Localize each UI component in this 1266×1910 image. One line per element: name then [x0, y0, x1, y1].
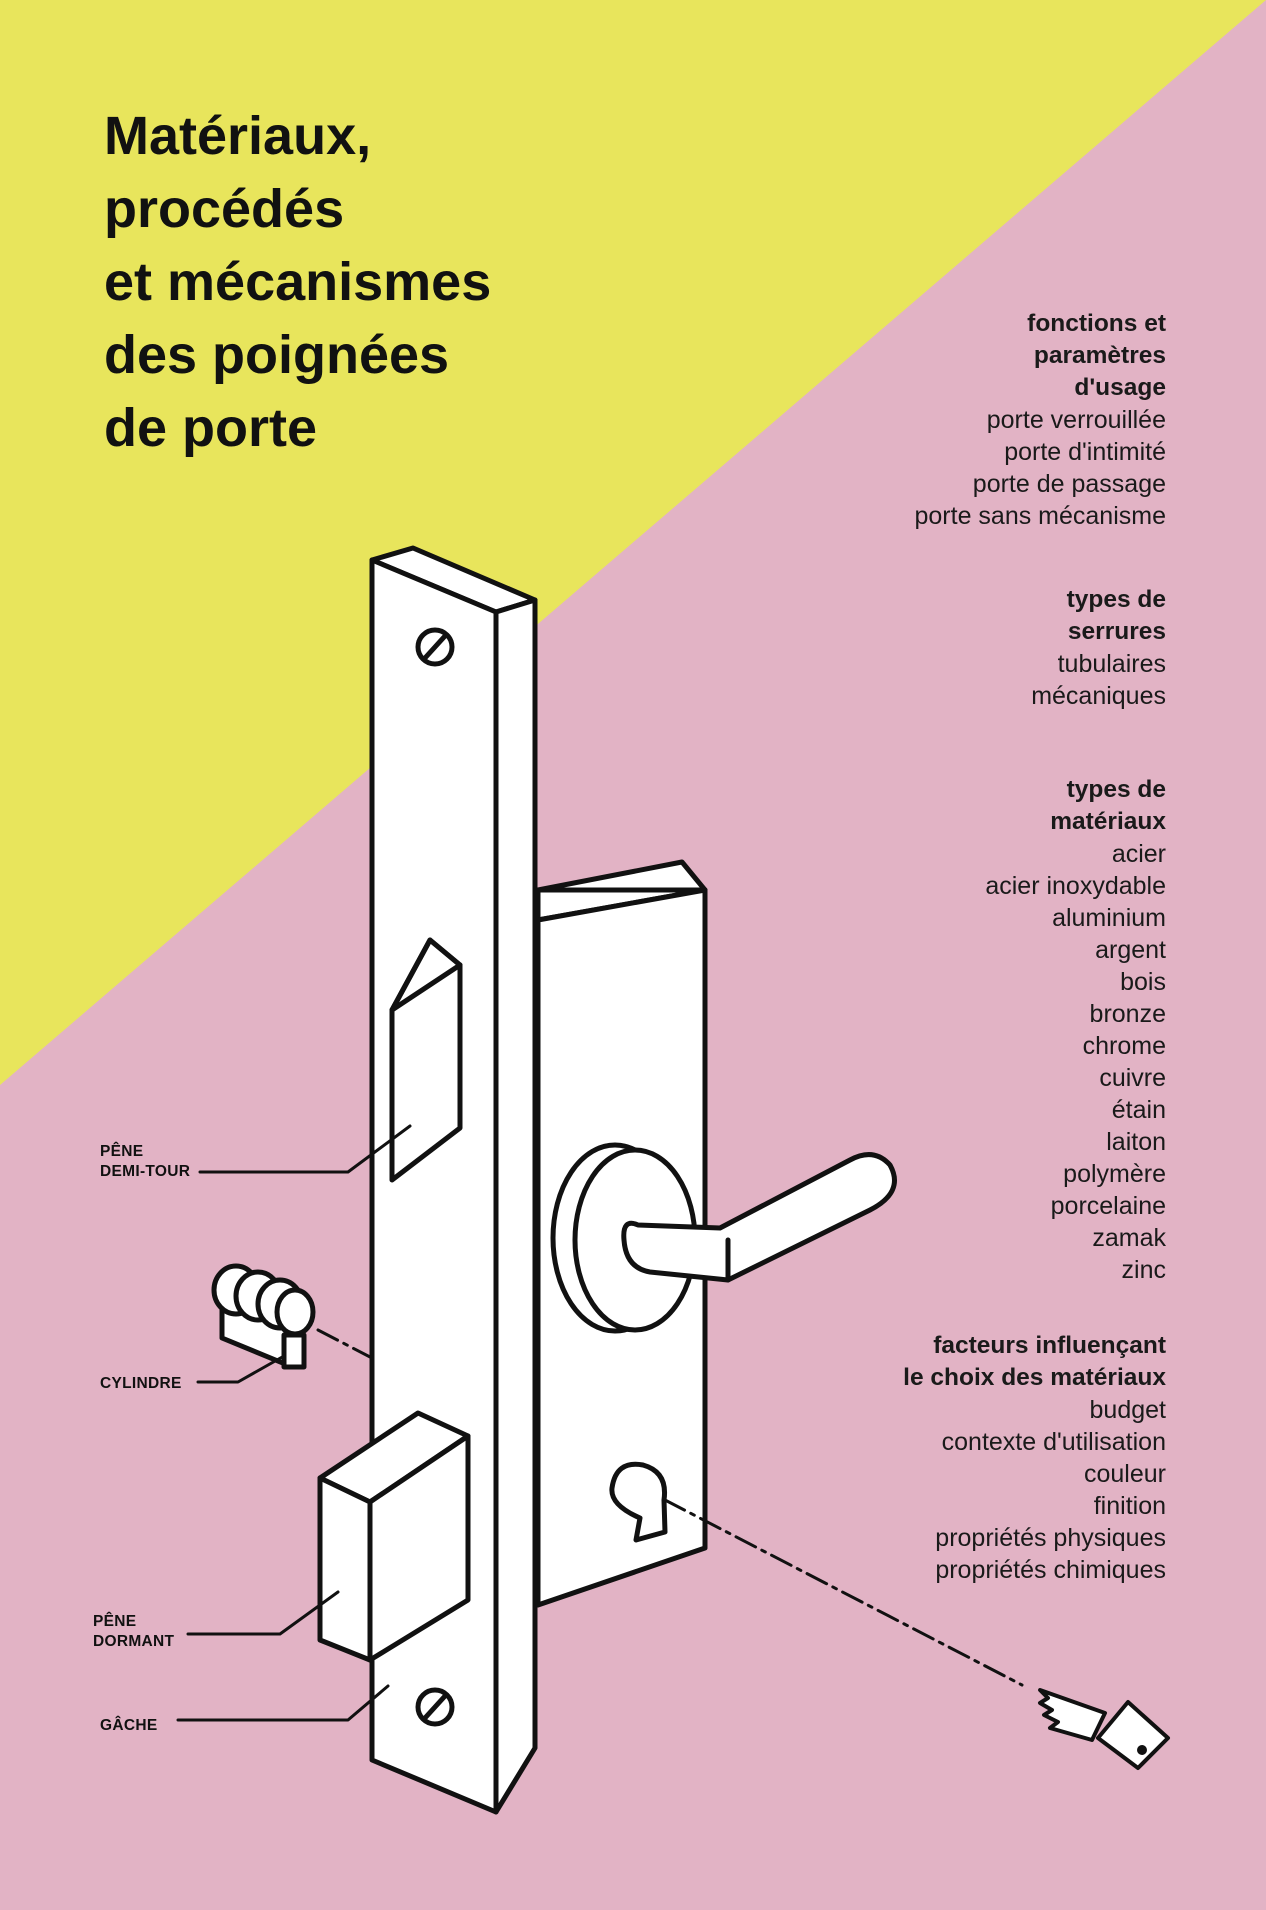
- list-item: acier: [1111, 840, 1166, 868]
- list-item: couleur: [1084, 1460, 1166, 1488]
- list-item: porte verrouillée: [986, 406, 1166, 434]
- section-heading: fonctions et: [1027, 310, 1166, 337]
- list-item: propriétés physiques: [935, 1524, 1166, 1552]
- section-heading: le choix des matériaux: [903, 1364, 1166, 1391]
- list-item: mécaniques: [1031, 682, 1166, 710]
- list-item: bronze: [1089, 1000, 1166, 1028]
- title-line: des poignées: [104, 325, 450, 385]
- section-heading: serrures: [1067, 618, 1166, 645]
- list-item: laiton: [1106, 1128, 1166, 1156]
- list-item: porte sans mécanisme: [914, 502, 1166, 530]
- section-heading: facteurs influençant: [933, 1332, 1166, 1359]
- list-item: porte d'intimité: [1004, 438, 1166, 466]
- list-item: argent: [1095, 936, 1166, 964]
- section-heading: matériaux: [1050, 808, 1166, 835]
- label-line: PÊNE: [100, 1143, 144, 1160]
- label-gache: [100, 1716, 157, 1736]
- list-item: porte de passage: [972, 470, 1166, 498]
- list-item: chrome: [1082, 1032, 1166, 1060]
- label-line: GÂCHE: [100, 1717, 158, 1734]
- list-item: finition: [1093, 1492, 1166, 1520]
- list-item: zamak: [1092, 1224, 1166, 1252]
- list-item: zinc: [1121, 1256, 1166, 1284]
- section-heading: types de: [1066, 586, 1166, 613]
- lever-handle: [553, 1145, 895, 1331]
- list-item: bois: [1120, 968, 1166, 996]
- lock-cylinder-icon: [214, 1266, 313, 1367]
- label-line: DORMANT: [93, 1633, 175, 1650]
- label-line: CYLINDRE: [100, 1375, 182, 1392]
- list-item: cuivre: [1099, 1064, 1166, 1092]
- label-cylindre: [100, 1374, 182, 1394]
- label-pene-dormant: [93, 1612, 174, 1652]
- list-item: budget: [1089, 1396, 1166, 1424]
- section-heading: types de: [1066, 776, 1166, 803]
- list-item: aluminium: [1052, 904, 1166, 932]
- title-line: de porte: [104, 398, 318, 458]
- screw-icon: [418, 630, 452, 664]
- title-line: et mécanismes: [104, 252, 492, 312]
- list-item: contexte d'utilisation: [941, 1428, 1166, 1456]
- list-item: porcelaine: [1050, 1192, 1166, 1220]
- title-line: Matériaux,: [104, 106, 372, 166]
- section-heading: paramètres: [1033, 342, 1166, 369]
- label-pene-demi-tour: [100, 1142, 190, 1182]
- title-line: procédés: [104, 179, 345, 239]
- screw-icon: [418, 1690, 452, 1724]
- section-heading: d'usage: [1074, 374, 1166, 401]
- label-line: PÊNE: [93, 1613, 137, 1630]
- label-line: DEMI-TOUR: [100, 1163, 191, 1180]
- list-item: étain: [1111, 1096, 1166, 1124]
- key-icon: [1040, 1690, 1168, 1768]
- list-item: propriétés chimiques: [935, 1556, 1166, 1584]
- list-item: tubulaires: [1057, 650, 1166, 678]
- list-item: polymère: [1063, 1160, 1166, 1188]
- list-item: acier inoxydable: [985, 872, 1166, 900]
